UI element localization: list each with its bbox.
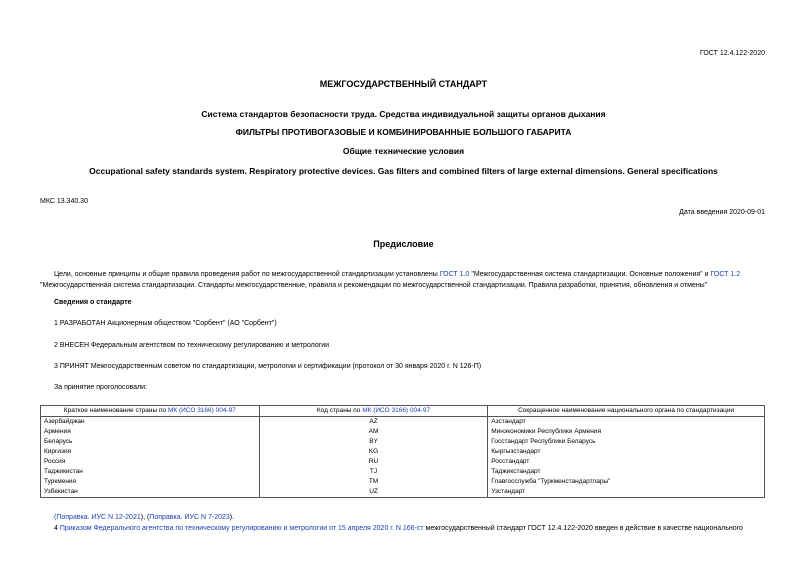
table-row <box>41 437 765 447</box>
item-developed: 1 РАЗРАБОТАН Акционерным обществом "Сорбент" (АО "Сорбент") <box>54 320 277 327</box>
item-enacted <box>54 525 743 532</box>
code-cell: AM <box>259 427 487 437</box>
body-cell: Минэкономики Республики Армения <box>488 427 765 437</box>
table-row <box>41 447 765 457</box>
country-cell: Азербайджан <box>41 417 260 428</box>
order-link[interactable]: Приказом Федерального агентства по техническому регулированию и метрологии от 15 апреля 2020 г. N 166-ст <box>59 525 424 532</box>
body-cell: Росстандарт <box>488 457 765 467</box>
mk-iso-link[interactable]: МК (ИСО 3166) 004-97 <box>362 407 431 414</box>
english-title: Occupational safety standards system. Respiratory protective devices. Gas filters and combined filters of large external dimensions. General specifications <box>89 166 718 176</box>
preface-text-2: "Межгосударственная система стандартизации. Основные положения" и <box>469 271 711 278</box>
document-number: ГОСТ 12.4.122-2020 <box>699 50 765 57</box>
body-cell: Таджикстандарт <box>488 467 765 477</box>
amendments-line <box>54 514 234 521</box>
amend-close: ). <box>229 514 235 521</box>
col-header-country: Краткое наименование страны по МК (ИСО 3166) 004-97 <box>41 406 260 417</box>
col-header-code: Код страны по МК (ИСО 3166) 004-97 <box>259 406 487 417</box>
item-adopted: 3 ПРИНЯТ Межгосударственным советом по стандартизации, метрологии и сертификации (протокол от 30 января 2020 г. N 126-П) <box>54 363 482 370</box>
col-header-body: Сокращенное наименование национального органа по стандартизации <box>488 406 765 417</box>
table-row <box>41 427 765 437</box>
body-cell: Узстандарт <box>488 487 765 498</box>
preface-paragraph <box>40 269 770 291</box>
vote-label: За принятие проголосовали: <box>54 384 147 391</box>
gost-1-2-link[interactable]: ГОСТ 1.2 <box>710 271 741 278</box>
standard-system-title: Система стандартов безопасности труда. Средства индивидуальной защиты органов дыхания <box>201 109 606 119</box>
standard-type-heading: МЕЖГОСУДАРСТВЕННЫЙ СТАНДАРТ <box>319 79 488 89</box>
preface-heading: Предисловие <box>373 239 434 249</box>
code-cell: AZ <box>259 417 487 428</box>
item-submitted: 2 ВНЕСЕН Федеральным агентством по техническому регулированию и метрологии <box>54 342 330 349</box>
amend-open: ( <box>54 514 57 521</box>
country-cell: Туркмения <box>41 477 260 487</box>
code-cell: BY <box>259 437 487 447</box>
body-cell: Азстандарт <box>488 417 765 428</box>
mks-code: МКС 13.340.30 <box>40 198 88 205</box>
preface-text-3: "Межгосударственная система стандартизации. Стандарты межгосударственные, правила и рекомендации по межгосударственной стандартизации. Правила разработки, принятия, обновления и отмены" <box>40 282 708 289</box>
code-cell: UZ <box>259 487 487 498</box>
country-cell: Армения <box>41 427 260 437</box>
amendment-link-7-2023[interactable]: Поправка. ИУС N 7-2023 <box>149 514 230 521</box>
country-cell: Россия <box>41 457 260 467</box>
country-cell: Таджикистан <box>41 467 260 477</box>
table-row <box>41 477 765 487</box>
item4-text: межгосударственный стандарт ГОСТ 12.4.122-2020 введен в действие в качестве национального <box>423 525 743 532</box>
amendment-link-12-2021[interactable]: Поправка. ИУС N 12-2021 <box>56 514 141 521</box>
body-cell: Главгосслужба "Туркменстандартлары" <box>488 477 765 487</box>
country-cell: Киргизия <box>41 447 260 457</box>
table-header-row <box>41 406 765 417</box>
item4-number: 4 <box>54 525 60 532</box>
amend-mid: ), ( <box>140 514 150 521</box>
preface-text-1: Цели, основные принципы и общие правила проведения работ по межгосударственной стандартизации установлены <box>54 271 440 278</box>
body-cell: Кыргызстандарт <box>488 447 765 457</box>
gost-1-0-link[interactable]: ГОСТ 1.0 <box>439 271 470 278</box>
country-cell: Узбекистан <box>41 487 260 498</box>
introduction-date: Дата введения 2020-09-01 <box>679 209 765 216</box>
code-cell: KG <box>259 447 487 457</box>
code-cell: TM <box>259 477 487 487</box>
mk-iso-link[interactable]: МК (ИСО 3166) 004-97 <box>167 407 236 414</box>
table-row <box>41 457 765 467</box>
code-cell: RU <box>259 457 487 467</box>
table-row <box>41 417 765 428</box>
body-cell: Госстандарт Республики Беларусь <box>488 437 765 447</box>
voting-countries-table <box>40 405 765 498</box>
table-row <box>41 467 765 477</box>
country-cell: Беларусь <box>41 437 260 447</box>
table-row <box>41 487 765 498</box>
standard-info-heading: Сведения о стандарте <box>54 299 132 306</box>
standard-subname: Общие технические условия <box>342 146 465 156</box>
standard-name-title: ФИЛЬТРЫ ПРОТИВОГАЗОВЫЕ И КОМБИНИРОВАННЫЕ БОЛЬШОГО ГАБАРИТА <box>235 127 572 137</box>
code-cell: TJ <box>259 467 487 477</box>
